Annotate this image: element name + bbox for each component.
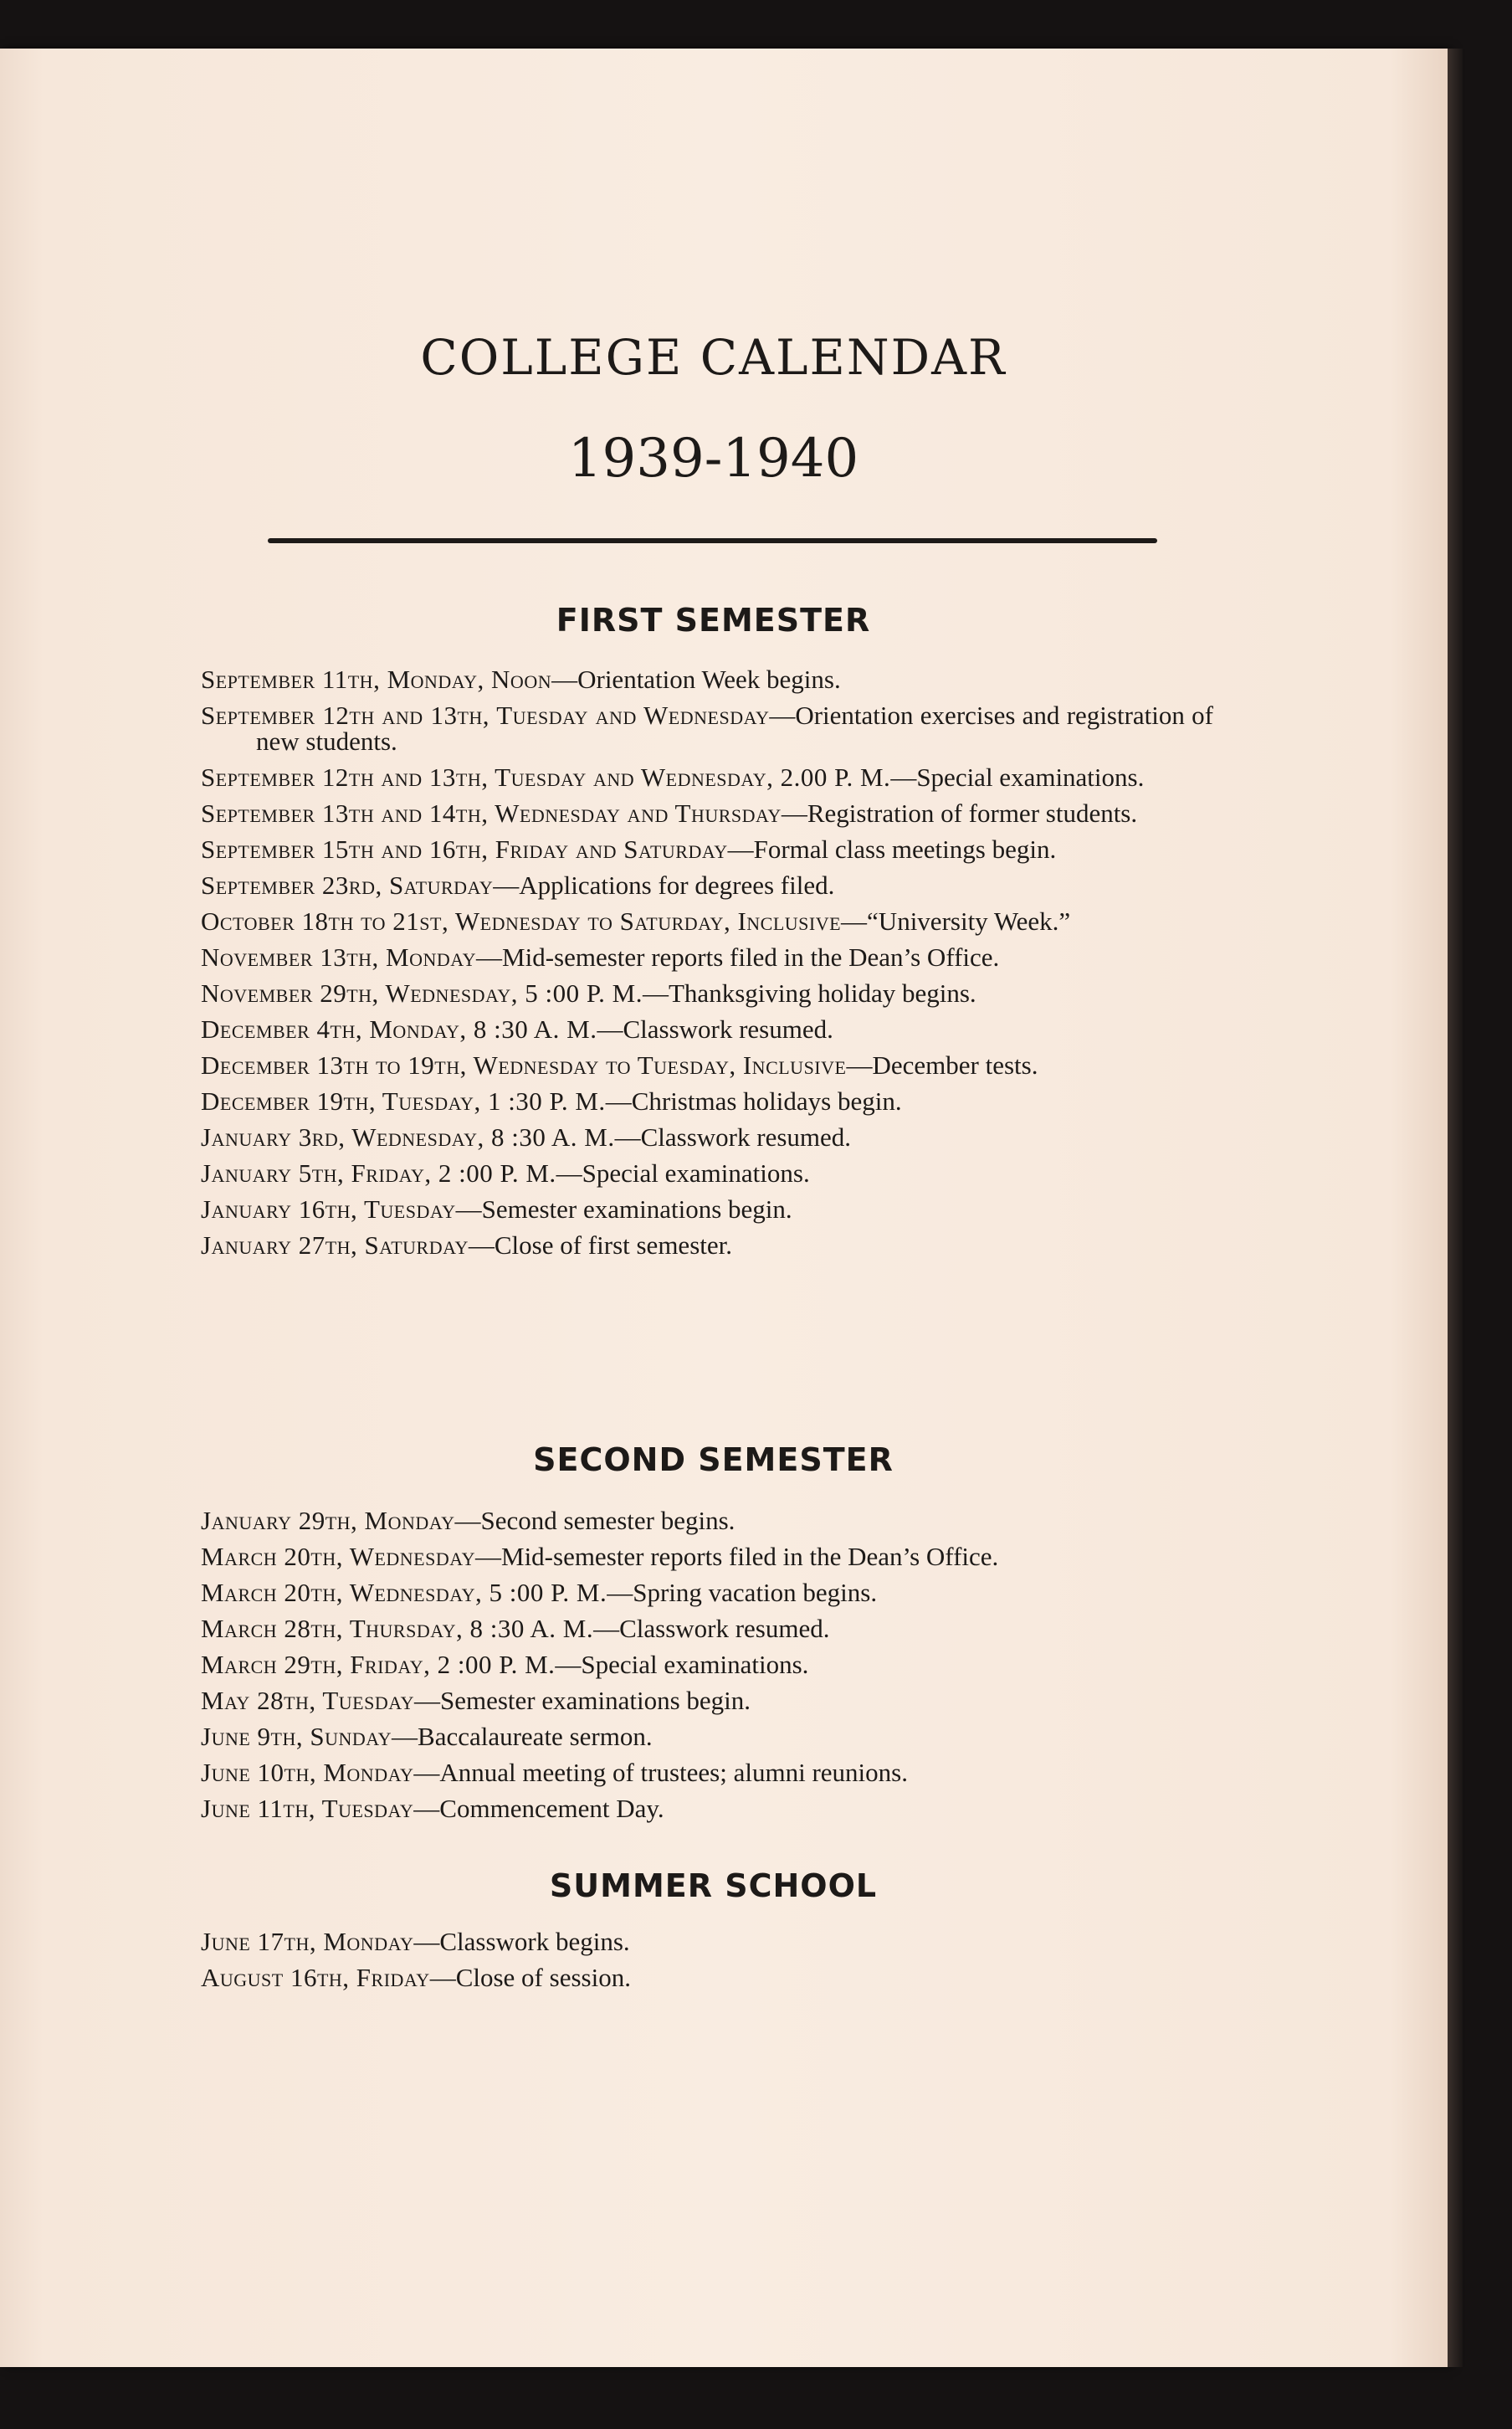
calendar-entry [201, 1615, 1213, 1641]
calendar-entry [201, 666, 1213, 692]
entry-date: September 23rd, Saturday [201, 870, 494, 900]
entry-date: January 29th, Monday [201, 1506, 455, 1535]
entry-event: —Classwork resumed. [593, 1614, 830, 1643]
entry-date: June 11th, Tuesday [201, 1794, 414, 1823]
entry-date: September 12th and 13th, Tuesday and Wednesday [201, 701, 770, 730]
first-semester-list [201, 666, 1213, 1268]
summer-school-list [201, 1928, 1213, 2000]
entry-date: March 29th, Friday, 2 :00 P. M. [201, 1650, 556, 1679]
entry-event: —Spring vacation begins. [607, 1578, 878, 1607]
calendar-entry [201, 944, 1213, 970]
entry-event: —Special examinations. [556, 1158, 810, 1188]
calendar-entry [201, 1723, 1213, 1749]
entry-date: September 12th and 13th, Tuesday and Wednesday, 2.00 P. M. [201, 763, 891, 792]
entry-date: September 15th and 16th, Friday and Saturday [201, 834, 728, 864]
entry-event: —Close of session. [429, 1963, 631, 1992]
second-semester-heading: SECOND SEMESTER [533, 1441, 894, 1478]
entry-date: June 17th, Monday [201, 1927, 414, 1956]
entry-date: March 20th, Wednesday [201, 1542, 475, 1571]
entry-date: November 29th, Wednesday, 5 :00 P. M. [201, 978, 643, 1008]
academic-years: 1939-1940 [567, 428, 859, 490]
entry-event: —“University Week.” [841, 906, 1071, 936]
calendar-entry [201, 908, 1213, 934]
calendar-entry [201, 872, 1213, 898]
summer-school-heading: SUMMER SCHOOL [549, 1867, 878, 1904]
entry-date: October 18th to 21st, Wednesday to Saturday, Inclusive [201, 906, 842, 936]
entry-event: —Thanksgiving holiday begins. [643, 978, 976, 1008]
entry-date: June 9th, Sunday [201, 1722, 392, 1751]
entry-date: January 16th, Tuesday [201, 1194, 456, 1224]
calendar-entry [201, 1016, 1213, 1042]
calendar-entry [201, 1196, 1213, 1222]
entry-event: —Mid-semester reports filed in the Dean’s Office. [475, 1542, 999, 1571]
title-rule [268, 538, 1157, 543]
entry-event: —Baccalaureate sermon. [392, 1722, 653, 1751]
calendar-entry [201, 1232, 1213, 1258]
calendar-entry [201, 980, 1213, 1006]
entry-date: January 5th, Friday, 2 :00 P. M. [201, 1158, 556, 1188]
entry-event: —Orientation exercises and registration of new students. [256, 701, 1213, 756]
entry-date: August 16th, Friday [201, 1963, 430, 1992]
entry-date: January 27th, Saturday [201, 1230, 469, 1260]
entry-date: November 13th, Monday [201, 942, 477, 972]
entry-event: —Christmas holidays begin. [605, 1086, 902, 1116]
entry-event: —Special examinations. [555, 1650, 809, 1679]
calendar-entry [201, 1160, 1213, 1186]
calendar-entry [201, 1124, 1213, 1150]
calendar-entry [201, 1088, 1213, 1114]
second-semester-list [201, 1507, 1213, 1831]
first-semester-heading: FIRST SEMESTER [556, 602, 871, 639]
entry-date: March 28th, Thursday, 8 :30 A. M. [201, 1614, 594, 1643]
calendar-entry [201, 1507, 1213, 1533]
entry-event: —Close of first semester. [468, 1230, 732, 1260]
entry-event: —Second semester begins. [454, 1506, 735, 1535]
calendar-entry [201, 1052, 1213, 1078]
entry-event: —Semester examinations begin. [455, 1194, 792, 1224]
calendar-entry [201, 1543, 1213, 1569]
entry-date: December 19th, Tuesday, 1 :30 P. M. [201, 1086, 606, 1116]
entry-event: —December tests. [846, 1050, 1038, 1080]
entry-date: January 3rd, Wednesday, 8 :30 A. M. [201, 1122, 615, 1152]
entry-date: December 13th to 19th, Wednesday to Tuesday, Inclusive [201, 1050, 847, 1080]
page-edge [1448, 49, 1463, 2367]
calendar-entry [201, 702, 1213, 754]
calendar-entry [201, 1964, 1213, 1990]
entry-date: June 10th, Monday [201, 1758, 414, 1787]
entry-date: May 28th, Tuesday [201, 1686, 414, 1715]
entry-date: September 13th and 14th, Wednesday and Thursday [201, 799, 782, 828]
entry-date: December 4th, Monday, 8 :30 A. M. [201, 1014, 597, 1044]
entry-event: —Registration of former students. [781, 799, 1138, 828]
calendar-entry [201, 1759, 1213, 1785]
entry-event: —Annual meeting of trustees; alumni reunions. [413, 1758, 908, 1787]
entry-date: March 20th, Wednesday, 5 :00 P. M. [201, 1578, 607, 1607]
calendar-entry [201, 1795, 1213, 1821]
calendar-entry [201, 836, 1213, 862]
calendar-entry [201, 1651, 1213, 1677]
entry-event: —Classwork resumed. [614, 1122, 852, 1152]
page-title: COLLEGE CALENDAR [420, 329, 1007, 386]
entry-event: —Formal class meetings begin. [727, 834, 1057, 864]
calendar-entry [201, 1579, 1213, 1605]
entry-event: —Special examinations. [890, 763, 1145, 792]
entry-event: —Applications for degrees filed. [493, 870, 835, 900]
entry-event: —Commencement Day. [413, 1794, 664, 1823]
entry-event: —Semester examinations begin. [413, 1686, 751, 1715]
entry-event: —Orientation Week begins. [551, 665, 841, 694]
calendar-entry [201, 1928, 1213, 1954]
calendar-entry [201, 764, 1213, 790]
calendar-entry [201, 800, 1213, 826]
entry-date: September 11th, Monday, Noon [201, 665, 552, 694]
entry-event: —Mid-semester reports filed in the Dean’s Office. [476, 942, 1000, 972]
entry-event: —Classwork begins. [413, 1927, 630, 1956]
calendar-entry [201, 1687, 1213, 1713]
entry-event: —Classwork resumed. [597, 1014, 833, 1044]
